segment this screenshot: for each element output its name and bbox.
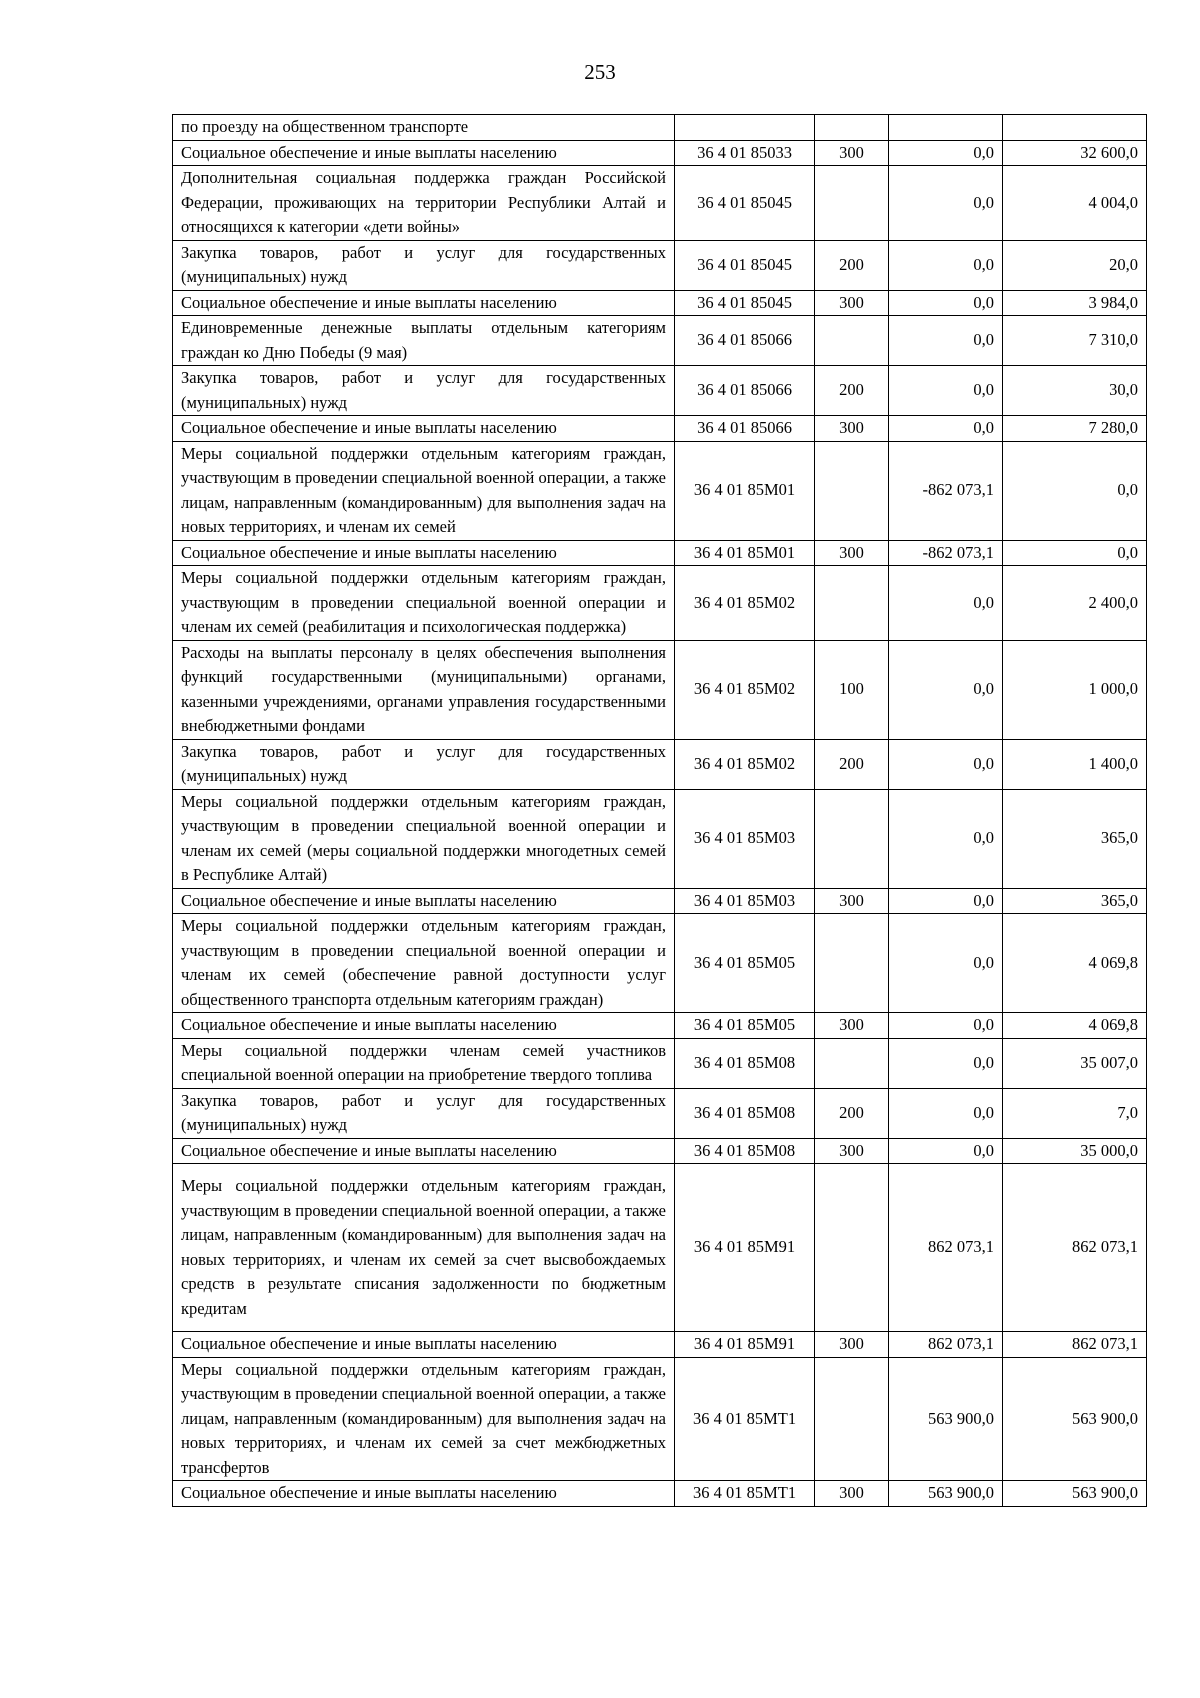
budget-table — [172, 114, 1147, 1507]
amount-total-cell — [1003, 115, 1147, 141]
target-article-code-cell: 36 4 01 85М05 — [675, 914, 815, 1013]
expense-type-cell: 300 — [815, 1013, 889, 1039]
target-article-code-cell: 36 4 01 85045 — [675, 166, 815, 241]
amount-change-cell: 0,0 — [889, 1038, 1003, 1088]
expense-type-cell: 300 — [815, 140, 889, 166]
expense-type-cell: 300 — [815, 290, 889, 316]
amount-total-cell: 35 000,0 — [1003, 1138, 1147, 1164]
amount-total-cell: 862 073,1 — [1003, 1332, 1147, 1358]
amount-total-cell: 4 069,8 — [1003, 914, 1147, 1013]
expense-name-cell: Меры социальной поддержки членам семей участников специальной военной операции на приобретение твердого топлива — [173, 1038, 675, 1088]
expense-type-cell — [815, 566, 889, 641]
expense-name-cell: Социальное обеспечение и иные выплаты населению — [173, 416, 675, 442]
expense-type-cell: 300 — [815, 888, 889, 914]
expense-type-cell: 300 — [815, 1481, 889, 1507]
table-row — [173, 1332, 1147, 1358]
table-row — [173, 640, 1147, 739]
amount-change-cell: 862 073,1 — [889, 1164, 1003, 1332]
expense-name-cell: Меры социальной поддержки отдельным категориям граждан, участвующим в проведении специальной военной операции, а также лицам, направленным (командированным) для выполнения задач на новых территориях, и членам их семей за счет межбюджетных трансфертов — [173, 1357, 675, 1481]
table-row — [173, 566, 1147, 641]
target-article-code-cell: 36 4 01 85045 — [675, 290, 815, 316]
expense-name-cell: Меры социальной поддержки отдельным категориям граждан, участвующим в проведении специальной военной операции, а также лицам, направленным (командированным) для выполнения задач на новых территориях, и членам их семей за счет высвобождаемых средств в результате списания задолженности по бюджетным кредитам — [173, 1164, 675, 1332]
target-article-code-cell: 36 4 01 85М91 — [675, 1164, 815, 1332]
target-article-code-cell: 36 4 01 85М03 — [675, 789, 815, 888]
target-article-code-cell: 36 4 01 85М02 — [675, 739, 815, 789]
table-row — [173, 115, 1147, 141]
table-row — [173, 290, 1147, 316]
target-article-code-cell: 36 4 01 85066 — [675, 316, 815, 366]
amount-change-cell: 0,0 — [889, 566, 1003, 641]
table-row — [173, 1357, 1147, 1481]
amount-total-cell: 20,0 — [1003, 240, 1147, 290]
amount-change-cell: 0,0 — [889, 1013, 1003, 1039]
expense-type-cell — [815, 1038, 889, 1088]
amount-total-cell: 862 073,1 — [1003, 1164, 1147, 1332]
expense-name-cell: Меры социальной поддержки отдельным категориям граждан, участвующим в проведении специальной военной операции и членам их семей (меры социальной поддержки многодетных семей в Республике Алтай) — [173, 789, 675, 888]
expense-type-cell — [815, 166, 889, 241]
target-article-code-cell: 36 4 01 85МТ1 — [675, 1481, 815, 1507]
expense-type-cell: 200 — [815, 739, 889, 789]
amount-total-cell: 7,0 — [1003, 1088, 1147, 1138]
amount-change-cell: 563 900,0 — [889, 1357, 1003, 1481]
table-row — [173, 1164, 1147, 1332]
expense-type-cell: 300 — [815, 1332, 889, 1358]
amount-change-cell: 862 073,1 — [889, 1332, 1003, 1358]
amount-change-cell: 0,0 — [889, 789, 1003, 888]
expense-type-cell: 200 — [815, 240, 889, 290]
amount-total-cell: 4 004,0 — [1003, 166, 1147, 241]
expense-name-cell: Закупка товаров, работ и услуг для государственных (муниципальных) нужд — [173, 1088, 675, 1138]
expense-name-cell: Расходы на выплаты персоналу в целях обеспечения выполнения функций государственными (муниципальными) органами, казенными учреждениями, органами управления государственными внебюджетными фондами — [173, 640, 675, 739]
expense-type-cell — [815, 1357, 889, 1481]
target-article-code-cell: 36 4 01 85М02 — [675, 566, 815, 641]
amount-change-cell: 563 900,0 — [889, 1481, 1003, 1507]
amount-change-cell — [889, 115, 1003, 141]
expense-type-cell: 300 — [815, 1138, 889, 1164]
expense-name-cell: Социальное обеспечение и иные выплаты населению — [173, 1481, 675, 1507]
table-row — [173, 888, 1147, 914]
amount-change-cell: 0,0 — [889, 366, 1003, 416]
expense-name-cell: Закупка товаров, работ и услуг для государственных (муниципальных) нужд — [173, 366, 675, 416]
target-article-code-cell: 36 4 01 85045 — [675, 240, 815, 290]
target-article-code-cell: 36 4 01 85М01 — [675, 540, 815, 566]
table-row — [173, 1481, 1147, 1507]
amount-total-cell: 563 900,0 — [1003, 1357, 1147, 1481]
table-row — [173, 441, 1147, 540]
expense-type-cell — [815, 1164, 889, 1332]
table-row — [173, 914, 1147, 1013]
expense-type-cell — [815, 115, 889, 141]
expense-type-cell: 300 — [815, 540, 889, 566]
table-row — [173, 1038, 1147, 1088]
expense-type-cell — [815, 789, 889, 888]
expense-name-cell: Социальное обеспечение и иные выплаты населению — [173, 290, 675, 316]
budget-table-body — [173, 115, 1147, 1507]
amount-change-cell: 0,0 — [889, 888, 1003, 914]
expense-name-cell: Социальное обеспечение и иные выплаты населению — [173, 1013, 675, 1039]
table-row — [173, 316, 1147, 366]
target-article-code-cell: 36 4 01 85М02 — [675, 640, 815, 739]
expense-name-cell: Социальное обеспечение и иные выплаты населению — [173, 140, 675, 166]
amount-total-cell: 365,0 — [1003, 888, 1147, 914]
expense-type-cell — [815, 316, 889, 366]
amount-change-cell: 0,0 — [889, 914, 1003, 1013]
amount-total-cell: 1 000,0 — [1003, 640, 1147, 739]
expense-type-cell — [815, 914, 889, 1013]
target-article-code-cell: 36 4 01 85066 — [675, 366, 815, 416]
amount-total-cell: 30,0 — [1003, 366, 1147, 416]
expense-name-cell: Социальное обеспечение и иные выплаты населению — [173, 1138, 675, 1164]
target-article-code-cell: 36 4 01 85М08 — [675, 1038, 815, 1088]
amount-change-cell: 0,0 — [889, 316, 1003, 366]
expense-name-cell: Закупка товаров, работ и услуг для государственных (муниципальных) нужд — [173, 240, 675, 290]
amount-total-cell: 365,0 — [1003, 789, 1147, 888]
amount-total-cell: 3 984,0 — [1003, 290, 1147, 316]
target-article-code-cell: 36 4 01 85033 — [675, 140, 815, 166]
amount-change-cell: -862 073,1 — [889, 441, 1003, 540]
expense-name-cell: Социальное обеспечение и иные выплаты населению — [173, 888, 675, 914]
table-row — [173, 416, 1147, 442]
expense-name-cell: Социальное обеспечение и иные выплаты населению — [173, 1332, 675, 1358]
amount-change-cell: 0,0 — [889, 240, 1003, 290]
amount-total-cell: 1 400,0 — [1003, 739, 1147, 789]
expense-type-cell: 300 — [815, 416, 889, 442]
amount-change-cell: 0,0 — [889, 416, 1003, 442]
amount-change-cell: 0,0 — [889, 1088, 1003, 1138]
target-article-code-cell: 36 4 01 85М03 — [675, 888, 815, 914]
amount-total-cell: 35 007,0 — [1003, 1038, 1147, 1088]
amount-change-cell: -862 073,1 — [889, 540, 1003, 566]
amount-change-cell: 0,0 — [889, 166, 1003, 241]
amount-total-cell: 2 400,0 — [1003, 566, 1147, 641]
amount-total-cell: 4 069,8 — [1003, 1013, 1147, 1039]
expense-name-cell: Закупка товаров, работ и услуг для государственных (муниципальных) нужд — [173, 739, 675, 789]
target-article-code-cell: 36 4 01 85М05 — [675, 1013, 815, 1039]
table-row — [173, 1138, 1147, 1164]
expense-name-cell: Меры социальной поддержки отдельным категориям граждан, участвующим в проведении специальной военной операции и членам их семей (реабилитация и психологическая поддержка) — [173, 566, 675, 641]
page-number: 253 — [584, 60, 616, 84]
amount-total-cell: 7 310,0 — [1003, 316, 1147, 366]
amount-change-cell: 0,0 — [889, 640, 1003, 739]
amount-total-cell: 7 280,0 — [1003, 416, 1147, 442]
expense-type-cell: 200 — [815, 366, 889, 416]
target-article-code-cell: 36 4 01 85М91 — [675, 1332, 815, 1358]
target-article-code-cell — [675, 115, 815, 141]
table-row — [173, 789, 1147, 888]
target-article-code-cell: 36 4 01 85М08 — [675, 1138, 815, 1164]
expense-name-cell: Меры социальной поддержки отдельным категориям граждан, участвующим в проведении специальной военной операции и членам их семей (обеспечение равной доступности услуг общественного транспорта отдельным категориям граждан) — [173, 914, 675, 1013]
table-row — [173, 240, 1147, 290]
expense-type-cell: 200 — [815, 1088, 889, 1138]
expense-type-cell: 100 — [815, 640, 889, 739]
expense-name-cell: Дополнительная социальная поддержка граждан Российской Федерации, проживающих на территории Республики Алтай и относящихся к категории «дети войны» — [173, 166, 675, 241]
target-article-code-cell: 36 4 01 85МТ1 — [675, 1357, 815, 1481]
expense-name-cell: по проезду на общественном транспорте — [173, 115, 675, 141]
target-article-code-cell: 36 4 01 85066 — [675, 416, 815, 442]
table-row — [173, 140, 1147, 166]
amount-total-cell: 563 900,0 — [1003, 1481, 1147, 1507]
expense-name-cell: Единовременные денежные выплаты отдельным категориям граждан ко Дню Победы (9 мая) — [173, 316, 675, 366]
table-row — [173, 1088, 1147, 1138]
amount-total-cell: 0,0 — [1003, 540, 1147, 566]
expense-type-cell — [815, 441, 889, 540]
table-row — [173, 1013, 1147, 1039]
amount-change-cell: 0,0 — [889, 290, 1003, 316]
amount-total-cell: 0,0 — [1003, 441, 1147, 540]
target-article-code-cell: 36 4 01 85М01 — [675, 441, 815, 540]
expense-name-cell: Меры социальной поддержки отдельным категориям граждан, участвующим в проведении специальной военной операции, а также лицам, направленным (командированным) для выполнения задач на новых территориях, и членам их семей — [173, 441, 675, 540]
amount-change-cell: 0,0 — [889, 1138, 1003, 1164]
table-row — [173, 366, 1147, 416]
expense-name-cell: Социальное обеспечение и иные выплаты населению — [173, 540, 675, 566]
table-row — [173, 540, 1147, 566]
amount-change-cell: 0,0 — [889, 140, 1003, 166]
amount-change-cell: 0,0 — [889, 739, 1003, 789]
target-article-code-cell: 36 4 01 85М08 — [675, 1088, 815, 1138]
table-row — [173, 166, 1147, 241]
table-row — [173, 739, 1147, 789]
amount-total-cell: 32 600,0 — [1003, 140, 1147, 166]
